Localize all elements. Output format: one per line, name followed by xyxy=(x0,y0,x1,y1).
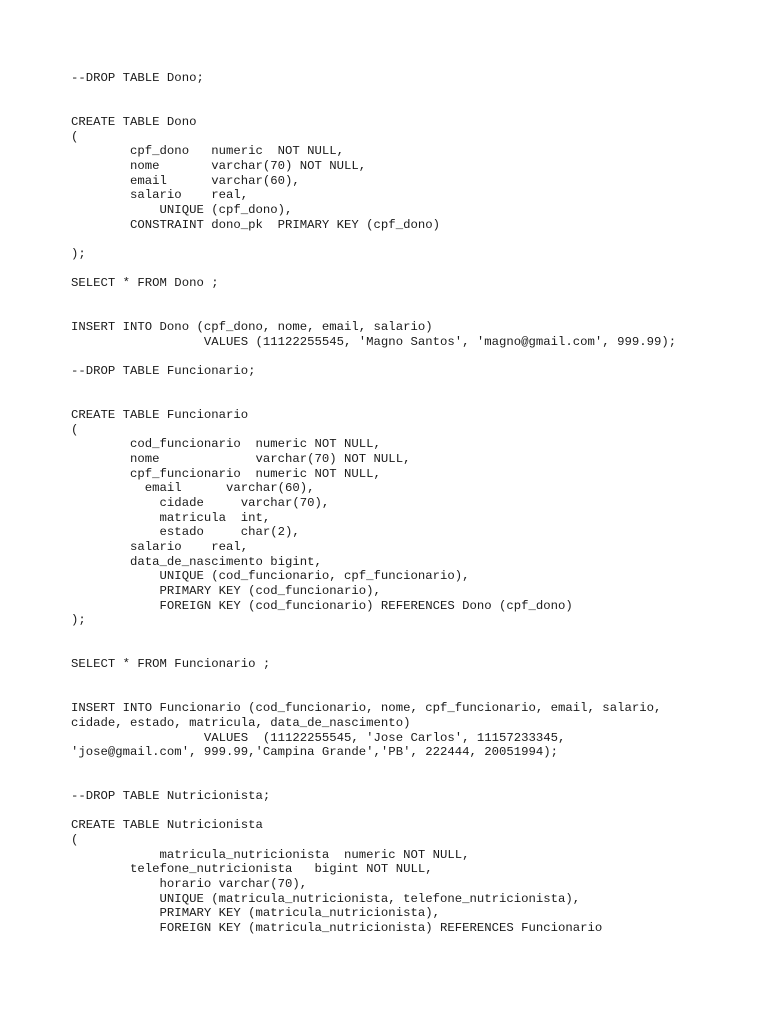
code-line: cod_funcionario numeric NOT NULL, xyxy=(71,437,381,452)
code-line: email varchar(60), xyxy=(71,173,300,188)
code-line: estado char(2), xyxy=(71,525,300,540)
code-line: salario real, xyxy=(71,188,249,203)
code-line: --DROP TABLE Nutricionista; xyxy=(71,789,271,804)
code-line: data_de_nascimento bigint, xyxy=(71,554,322,569)
code-line: CONSTRAINT dono_pk PRIMARY KEY (cpf_dono) xyxy=(71,217,440,232)
code-line xyxy=(71,86,761,101)
code-line: CREATE TABLE Nutricionista xyxy=(71,818,263,833)
code-line: --DROP TABLE Funcionario; xyxy=(71,364,256,379)
code-line xyxy=(71,291,761,306)
code-line: ( xyxy=(71,833,79,848)
code-line: matricula int, xyxy=(71,510,271,525)
code-line: nome varchar(70) NOT NULL, xyxy=(71,158,367,173)
code-line xyxy=(71,393,761,408)
document-page xyxy=(71,71,761,936)
code-line xyxy=(71,804,761,819)
code-line xyxy=(71,379,761,394)
code-line: horario varchar(70), xyxy=(71,877,308,892)
code-line: telefone_nutricionista bigint NOT NULL, xyxy=(71,862,433,877)
code-line xyxy=(71,687,761,702)
code-line xyxy=(71,100,761,115)
code-line: UNIQUE (matricula_nutricionista, telefone_nutricionista), xyxy=(71,891,581,906)
code-line xyxy=(71,672,761,687)
code-line: cpf_dono numeric NOT NULL, xyxy=(71,144,345,159)
code-line: PRIMARY KEY (matricula_nutricionista), xyxy=(71,906,440,921)
code-line: UNIQUE (cpf_dono), xyxy=(71,202,293,217)
code-line: email varchar(60), xyxy=(71,481,315,496)
code-line xyxy=(71,643,761,658)
code-line: INSERT INTO Funcionario (cod_funcionario, nome, cpf_funcionario, email, salario, xyxy=(71,701,662,716)
code-line: matricula_nutricionista numeric NOT NULL, xyxy=(71,847,470,862)
code-line xyxy=(71,628,761,643)
code-line: ( xyxy=(71,422,79,437)
code-line xyxy=(71,760,761,775)
code-line xyxy=(71,262,761,277)
code-line: VALUES (11122255545, 'Magno Santos', 'magno@gmail.com', 999.99); xyxy=(71,334,677,349)
code-line: SELECT * FROM Funcionario ; xyxy=(71,657,271,672)
code-line: ); xyxy=(71,613,86,628)
code-line: cidade varchar(70), xyxy=(71,496,330,511)
code-line: PRIMARY KEY (cod_funcionario), xyxy=(71,583,381,598)
code-line: CREATE TABLE Dono xyxy=(71,114,197,129)
code-line: CREATE TABLE Funcionario xyxy=(71,408,249,423)
sql-code-block xyxy=(71,71,761,936)
code-line: ( xyxy=(71,129,79,144)
code-line: FOREIGN KEY (matricula_nutricionista) REFERENCES Funcionario xyxy=(71,921,603,936)
code-line xyxy=(71,306,761,321)
code-line: nome varchar(70) NOT NULL, xyxy=(71,452,411,467)
code-line xyxy=(71,349,761,364)
code-line: cpf_funcionario numeric NOT NULL, xyxy=(71,466,381,481)
code-line: UNIQUE (cod_funcionario, cpf_funcionario), xyxy=(71,569,470,584)
code-line: SELECT * FROM Dono ; xyxy=(71,276,219,291)
code-line: cidade, estado, matricula, data_de_nascimento) xyxy=(71,715,411,730)
code-line xyxy=(71,775,761,790)
code-line: INSERT INTO Dono (cpf_dono, nome, email, salario) xyxy=(71,320,433,335)
code-line: FOREIGN KEY (cod_funcionario) REFERENCES Dono (cpf_dono) xyxy=(71,598,573,613)
code-line: VALUES (11122255545, 'Jose Carlos', 11157233345, xyxy=(71,730,566,745)
code-line: --DROP TABLE Dono; xyxy=(71,71,204,85)
code-line: 'jose@gmail.com', 999.99,'Campina Grande','PB', 222444, 20051994); xyxy=(71,745,559,760)
code-line xyxy=(71,232,761,247)
code-line: ); xyxy=(71,246,86,261)
code-line: salario real, xyxy=(71,540,249,554)
